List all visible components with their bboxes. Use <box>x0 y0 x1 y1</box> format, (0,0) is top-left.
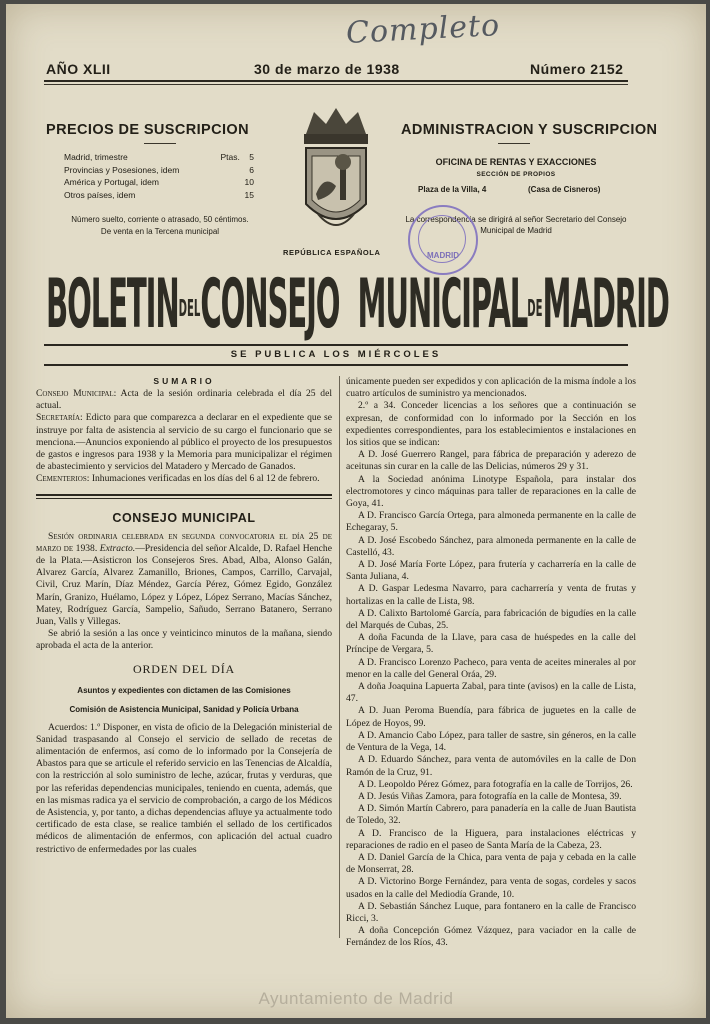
rate-currency: Ptas. <box>220 152 240 162</box>
commission-title: Comisión de Asistencia Municipal, Sanidad y Policía Urbana <box>69 704 299 714</box>
left-column <box>36 376 332 856</box>
coat-of-arms-icon <box>296 104 376 244</box>
session-body: —Presidencia del señor Alcalde, D. Rafael Henche de la Plata.—Asisticron los Consejeros Sres. Abad, Alba, Alonso Galán, Alvarez García, Alvarez Zamanillo, Briones, Campos, Carrillo, Carvajal, Civil, Cruz Marín, Díaz Méndez, García Pérez, Gómez Egido, González Marín, Granizo, Huélamo, López y López, López Serrano, Macías Sánchez, Matey, Rodríguez García, Sampelio, Sañudo, Serrano Batanero, Serrano Juan, Valls y Villegas. <box>36 542 332 628</box>
issue-number: Número 2152 <box>530 61 624 77</box>
order-title: ORDEN DEL DÍA <box>133 661 235 676</box>
republic-label: REPÚBLICA ESPAÑOLA <box>283 248 381 257</box>
license-item: A D. Juan Peroma Buendía, para fábrica de juguetes en la calle de López de Hoyos, 99. <box>346 705 636 729</box>
license-item: A D. Leopoldo Pérez Gómez, para fotografía en la calle de Torrijos, 26. <box>358 778 633 790</box>
sales-note: De venta en la Tercena municipal <box>100 227 220 236</box>
summary-text: Acta de la sesión ordinaria celebrada el día 25 del actual. <box>36 388 332 412</box>
summary-label: Consejo Municipal: <box>36 388 117 399</box>
extract-label: Extracto. <box>99 542 136 554</box>
summary-label: Secretaría: <box>36 412 83 424</box>
license-item: A D. Victorino Borge Fernández, para venta de sogas, cordeles y sacos usados en la calle del Mediodía Grande, 10. <box>346 876 636 900</box>
license-item: A la Sociedad anónima Linotype Española, para instalar dos electromotores y cinco máquinas para taller de reparaciones en la calle de Goya, 41. <box>346 473 636 510</box>
license-item: A D. Calixto Bartolomé García, para fabricación de bigudíes en la calle del Marqués de Cubas, 25. <box>346 607 636 632</box>
summary-item <box>36 388 332 412</box>
subscription-title: PRECIOS DE SUSCRIPCION <box>46 122 249 138</box>
rule <box>144 143 176 144</box>
license-item: A doña Facunda de la Llave, para casa de huéspedes en la calle del Príncipe de Vergara, 5. <box>346 632 636 656</box>
publication-day: SE PUBLICA LOS MIÉRCOLES <box>230 349 442 360</box>
license-item: A D. Francisco Lorenzo Pacheco, para venta de aceites minerales al por menor en la calle del General Oráa, 29. <box>346 656 636 680</box>
summary-item <box>36 473 332 485</box>
rule <box>44 84 628 85</box>
rate-row <box>64 151 254 164</box>
license-item: A D. Jesús Viñas Zamora, para fotografía en la calle de Montesa, 39. <box>358 790 622 802</box>
session-paragraph <box>36 531 332 629</box>
handwritten-note: Completo <box>345 7 501 52</box>
summary-text: Inhumaciones verificadas en los días del 6 al 12 de febrero. <box>91 473 320 485</box>
masthead-word: BOLETIN <box>46 266 179 344</box>
address-note: (Casa de Cisneros) <box>528 185 601 194</box>
summary-item <box>36 412 332 473</box>
rate-row <box>64 176 254 189</box>
matters-title: Asuntos y expedientes con dictamen de las Comisiones <box>77 685 291 695</box>
license-item: A doña Joaquina Lapuerta Zabal, para tinte (avisos) en la calle de Lista, 47. <box>346 681 636 705</box>
summary-label: Cementerios: <box>36 473 90 485</box>
footer-watermark: Ayuntamiento de Madrid <box>258 989 454 1008</box>
rule <box>44 344 628 346</box>
masthead-word: MADRID <box>542 266 669 344</box>
rates-list <box>64 151 254 201</box>
summary-title: SUMARIO <box>153 376 215 386</box>
masthead <box>46 266 669 344</box>
right-column <box>346 376 636 950</box>
opening-paragraph: Se abrió la sesión a las once y veinticinco minutos de la mañana, siendo aprobada el acta de la anterior. <box>36 628 332 652</box>
rule <box>44 364 628 366</box>
address-label: Plaza de la Villa, 4 <box>418 185 487 194</box>
masthead-connector: DE <box>527 295 543 323</box>
masthead-word: CONSEJO <box>200 266 340 344</box>
license-item: A D. José Escobedo Sánchez, para almoneda permanente en la calle de Castelló, 43. <box>346 534 636 558</box>
rate-value: 10 <box>244 177 254 187</box>
license-item: A D. Francisco García Ortega, para almoneda permanente en la calle de Echegaray, 5. <box>346 510 636 534</box>
section-label: SECCIÓN DE PROPIOS <box>476 171 556 178</box>
administration-title: ADMINISTRACION Y SUSCRIPCION <box>401 122 658 138</box>
office-label: OFICINA DE RENTAS Y EXACCIONES <box>435 157 597 167</box>
license-item: A D. Amancio Cabo López, para taller de sastre, sin géneros, en la calle de Ventura de la Vega, 14. <box>346 729 636 754</box>
session-lead: Sesión ordinaria celebrada en segunda convocatoria el día 25 de marzo de 1938. <box>36 530 332 554</box>
newspaper-page <box>6 4 706 1018</box>
date-label: 30 de marzo de 1938 <box>254 61 400 77</box>
agreement-paragraph: Acuerdos: 1.º Disponer, en vista de oficio de la Delegación ministerial de Sanidad traspasando al Consejo el servicio de sellado de recetas de alimentación de enfermos, así como de lo informado por la Consejería de Abastos para que se articule el referido servicio en las Tenencias de Alcaldía, con la restricción al solo suministro de leche, azúcar, frutas y verduras, que por las referidas dependencias municipales, teniendo en cuenta, además, que en las mismas radica ya el servicio de comprobación, a cargo de los Médicos de Asistencia, y, por tanto, a dichas dependencias afluye ya actualmente todo certificado de esta clase, se realice también el sellado de los certificados médicos de alimentación de enfermos, con aplicación del actual cuadro restrictivo de enfermedades por las cuales <box>36 721 332 855</box>
rate-label: Provincias y Posesiones, idem <box>64 164 180 175</box>
year-label: AÑO XLII <box>46 61 111 77</box>
rule <box>498 143 530 144</box>
rate-row <box>64 189 254 202</box>
council-title: CONSEJO MUNICIPAL <box>112 510 256 525</box>
rate-label: América y Portugal, idem <box>64 177 159 187</box>
point-paragraph: 2.º a 34. Conceder licencias a los señores que a continuación se expresan, de conformidad con lo informado por la Sección en los expedientes correspondientes, para los establecimientos e instalaciones en los sitios que se indican: <box>346 400 636 449</box>
masthead-connector: DEL <box>178 295 201 323</box>
license-item: A D. Gaspar Ledesma Navarro, para cacharrería y venta de frutas y hortalizas en la calle de Lista, 98. <box>346 583 636 607</box>
library-stamp <box>408 205 478 275</box>
rate-row <box>64 164 254 177</box>
license-item: A D. Simón Martín Cabrero, para panadería en la calle de Juan Bautista de Toledo, 32. <box>346 803 636 827</box>
rule <box>36 498 332 499</box>
session-text <box>36 531 332 653</box>
summary-list <box>36 388 332 486</box>
rate-label: Otros países, idem <box>64 189 136 200</box>
license-item: A doña Concepción Gómez Vázquez, para vaciador en la calle de Fernández de los Ríos, 43. <box>346 925 636 949</box>
rule <box>36 494 332 496</box>
license-item: A D. José María Forte López, para frutería y cacharrería en la calle de Santa Juliana, 4. <box>346 559 636 583</box>
rule <box>44 80 628 82</box>
single-copy-note: Número suelto, corriente o atrasado, 50 céntimos. <box>71 215 249 224</box>
correspondence-note: La correspondencia se dirigirá al señor Secretario del Consejo Municipal de Madrid <box>405 215 627 235</box>
stamp-text: MADRID <box>427 251 459 260</box>
license-item: A D. Eduardo Sánchez, para venta de automóviles en la calle de Don Ramón de la Cruz, 91. <box>346 754 636 778</box>
license-item: A D. Daniel García de la Chica, para venta de paja y cebada en la calle de Monserrat, 28. <box>346 851 636 876</box>
summary-text: Edicto para que comparezca a declarar en el expediente que se instruye por falta de asistencia al servicio de su cargo el funcionario que se menciona.—Anuncios exponiendo al público el proyecto de los presupuestos de gastos e ingresos para 1938 y la Memoria para municipalizar el régimen de abastecimiento y servicios del Matadero y Mercado de Ganados. <box>36 412 333 473</box>
intro-paragraph: únicamente pueden ser expedidos y con aplicación de la misma índole a los cuatro artículos de suministro ya mencionados. <box>346 376 636 400</box>
license-item: A D. José Guerrero Rangel, para fábrica de preparación y aderezo de aceitunas sin curar en la calle de las Delicias, números 29 y 31. <box>346 449 636 473</box>
agreement-text <box>36 722 332 856</box>
column-divider <box>339 376 340 938</box>
rate-value: 15 <box>244 189 254 200</box>
license-item: A D. Sebastián Sánchez Luque, para fontanero en la calle de Francisco Ricci, 3. <box>346 900 636 924</box>
license-item: A D. Francisco de la Higuera, para instalaciones eléctricas y reparaciones de radio en el paseo de Santa María de la Cabeza, 23. <box>346 827 636 851</box>
rate-label: Madrid, trimestre <box>64 152 128 162</box>
masthead-word: MUNICIPAL <box>357 266 528 344</box>
rate-value: 6 <box>249 164 254 175</box>
rate-value: 5 <box>249 152 254 162</box>
